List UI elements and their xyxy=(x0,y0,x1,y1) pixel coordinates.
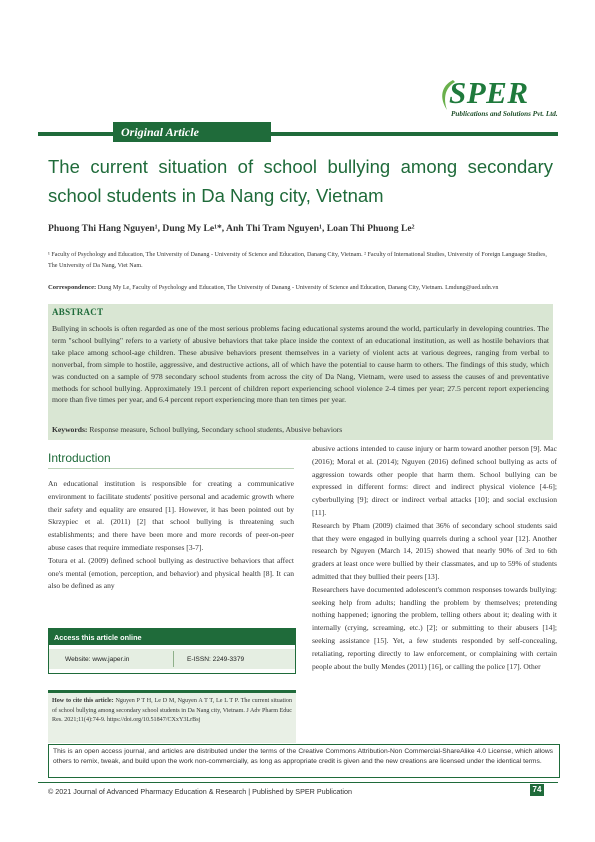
article-type-label: Original Article xyxy=(121,125,199,139)
access-heading: Access this article online xyxy=(54,633,142,642)
license-box xyxy=(48,744,560,778)
website-link[interactable]: Website: www.japer.in xyxy=(65,656,130,663)
footer-rule xyxy=(38,782,558,783)
logo-brand: SPER xyxy=(449,75,529,110)
page-number: 74 xyxy=(530,784,544,796)
article-type-bar xyxy=(38,122,558,142)
citation-text xyxy=(52,697,292,726)
article-type-tag xyxy=(113,122,271,142)
access-heading-bar xyxy=(49,629,295,645)
section-rule xyxy=(48,468,294,469)
correspondence-label: Correspondence: xyxy=(48,284,97,291)
divider xyxy=(173,651,174,667)
abstract-box xyxy=(48,304,553,440)
citation-box xyxy=(48,690,296,743)
section-heading-introduction: Introduction xyxy=(48,451,111,465)
eissn: E-ISSN: 2249-3379 xyxy=(187,656,245,663)
affiliations: ¹ Faculty of Psychology and Education, The University of Danang - University of Science and Education, Danang City, Vietnam. ² Faculty of International Studies, University of Foreign Language Studies, The University of Da Nang, Viet Nam. xyxy=(48,252,547,269)
right-column xyxy=(312,443,557,673)
paragraph: Researchers have documented adolescent's common responses towards bullying: seeking help from adults; handling the problem by themselves; pretending nothing happened; ignoring the problem, telling others about it; dealing with it internally (crying, screaming, etc.) [2]; or submitting to their abusers [14]; seeking assistance [15]. Yet, a few students responded by self-concealing, retaliating, reporting directly to law enforcement, or complaining with certain people about the bully Mendes (2011) [16], or calling the police [17]. Other xyxy=(312,584,557,671)
access-row xyxy=(49,649,295,669)
keywords xyxy=(52,425,549,434)
article-title: The current situation of school bullying among secondary school students in Da Nang city, Vietnam xyxy=(48,156,553,206)
license-text: This is an open access journal, and articles are distributed under the terms of the Creative Commons Attribution-Non Commercial-ShareAlike 4.0 License, which allows others to remix, tweak, and build upon the work non-commercially, as long as appropriate credit is given and the new creations are licensed under the identical terms. xyxy=(53,748,553,765)
citation-body: Nguyen P T H, Le D M, Nguyen A T T, Le L T P. The current situation of school bullying among secondary school students in Da Nang city, Vietnam. J Adv Pharm Educ Res. 2021;11(4):74-9. https://doi.org/10.51847/CXxY3LrBsj xyxy=(52,698,293,724)
abstract-text: Bullying in schools is often regarded as one of the most serious problems facing educational systems around the world, particularly in developing countries. The term "school bullying" refers to a variety of abusive behaviors that take place inside the context of an educational institution, as well as hostile behaviors that take place among school-age children. These abusive behaviors present themselves in a variety of violent acts at various degrees, ranging from verbal to nonverbal, from simple to hostile, aggressive, and destructive actions, all of which have the potential to cause harm to others. The findings of this study, which was conducted on a sample of 978 secondary school students from across the city of Da Nang, Vietnam, were used to assess the causes of and preventative methods for school bullying. Approximately 19.1 percent of children report experiencing school violence 2-4 times per year; 27.5 percent report experiencing more than five times per year, and 6.4 percent report experiencing more than ten times per year. xyxy=(52,324,549,405)
footer-text: © 2021 Journal of Advanced Pharmacy Education & Research | Published by SPER Publication xyxy=(48,787,353,796)
logo-tagline: Publications and Solutions Pvt. Ltd. xyxy=(451,110,558,118)
keywords-label: Keywords: xyxy=(52,425,88,434)
paragraph: Research by Pham (2009) claimed that 36% of secondary school students said that they were engaged in bullying quarrels during a school year [12]. Another research by Nguyen (March 14, 2015) showed that nearly 90% of 3rd to 6th graders at least once were bullied by their classmates, and up to 59% of students admitted that they bullied their peers [13]. xyxy=(312,520,557,581)
paragraph: An educational institution is responsible for creating a communicative environment to facilitate students' positive personal and academic growth where their safety and equality are ensured [1]. However, it has been pointed out by Skrzypiec et al. (2011) [2] that school bullying is threatening such establishments; and there have been more and more records of peer-on-peer abuse cases that require immediate responses [3-7]. xyxy=(48,479,294,552)
citation-label: How to cite this article: xyxy=(52,698,114,704)
left-column xyxy=(48,478,294,593)
abstract-heading: ABSTRACT xyxy=(52,307,104,317)
paragraph: Totura et al. (2009) defined school bullying as destructive behaviors that affect one's mental (emotion, perception, and behavior) and physical health [8]. It can also be defined as any xyxy=(48,555,294,591)
correspondence xyxy=(48,282,553,294)
paragraph: abusive actions intended to cause injury or harm toward another person [9]. Mac (2016); Moral et al. (2014); Nguyen (2016) defined school bullying as acts of aggression towards other people that harm them. School bullying can be expressed in different forms: direct and indirect physical violence [4-6]; cyberbullying [9]; direct or indirect verbal attacks [10]; and social exclusion [11]. xyxy=(312,444,557,517)
keywords-text: Response measure, School bullying, Secondary school students, Abusive behaviors xyxy=(89,425,343,434)
publisher-logo xyxy=(437,76,561,126)
access-online-box xyxy=(48,628,296,674)
author-list: Phuong Thi Hang Nguyen¹, Dung My Le¹*, Anh Thi Tram Nguyen¹, Loan Thi Phuong Le² xyxy=(48,223,415,234)
correspondence-text: Dung My Le, Faculty of Psychology and Education, The University of Danang - University of Science and Education, Danang City, Vietnam. Lmdung@ued.udn.vn xyxy=(97,285,499,291)
